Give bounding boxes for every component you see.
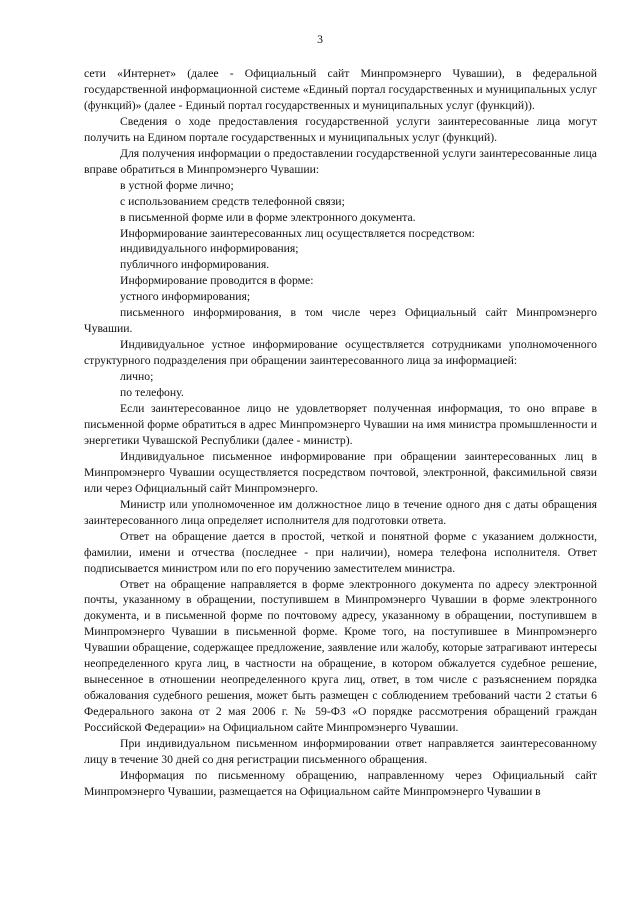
paragraph: Информирование проводится в форме: [120,274,314,288]
list-item: индивидуального информирования; [120,242,299,256]
paragraph: Информация по письменному обращению, направленному через Официальный сайт Минпромэнерго Чувашии, размещается на Официальном сайте Минпромэнерго Чувашии в [84,768,597,798]
paragraph: При индивидуальном письменном информировании ответ направляется заинтересованному лицу в течение 30 дней со дня регистрации письменного обращения. [84,737,597,766]
list-item: публичного информирования. [120,258,270,272]
list-item: устного информирования; [120,290,251,304]
paragraph: Информирование заинтересованных лиц осуществляется посредством: [120,226,475,240]
paragraph: Сведения о ходе предоставления государственной услуги заинтересованные лица могут получить на Едином портале государственных и муниципальных услуг (функций). [84,114,597,144]
list-item: по телефону. [120,386,184,400]
paragraph: Для получения информации о предоставлении государственной услуги заинтересованные лица вправе обратиться в Минпромэнерго Чувашии: [84,146,597,176]
list-item: в письменной форме или в форме электронного документа. [120,210,416,224]
paragraph: сети «Интернет» (далее - Официальный сайт Минпромэнерго Чувашии), в федеральной государственной информационной системе «Единый портал государственных и муниципальных услуг (функций)» (далее - Единый портал государственных и муниципальных услуг (функций)). [84,67,597,112]
paragraph: Индивидуальное устное информирование осуществляется сотрудниками уполномоченного структурного подразделения при обращении заинтересованного лица за информацией: [84,338,597,368]
paragraph: Если заинтересованное лицо не удовлетворяет полученная информация, то оно вправе в письменной форме обратиться в адрес Минпромэнерго Чувашии на имя министра промышленности и энергетики Чувашской Республики (далее - министр). [84,402,597,447]
page-number: 3 [317,33,323,46]
paragraph: Ответ на обращение дается в простой, четкой и понятной форме с указанием должности, фамилии, имени и отчества (последнее - при наличии), номера телефона исполнителя. Ответ подписывается министром или по его поручению заместителем министра. [84,529,597,575]
paragraph: Министр или уполномоченное им должностное лицо в течение одного дня с даты обращения заинтересованного лица определяет исполнителя для подготовки ответа. [84,497,597,527]
list-item: лично; [120,370,154,384]
list-item: письменного информирования, в том числе через Официальный сайт Минпромэнерго Чувашии. [84,306,597,336]
paragraph: Индивидуальное письменное информирование при обращении заинтересованных лиц в Минпромэнерго Чувашии осуществляется посредством почтовой, электронной, факсимильной связи или через Официальный сайт Минпромэнерго. [84,449,597,495]
paragraph: Ответ на обращение направляется в форме электронного документа по адресу электронной почты, указанному в обращении, поступившем в Минпромэнерго Чувашии в форме электронного документа, и в письменной форме по почтовому адресу, указанному в обращении, поступившем в Минпромэнерго Чувашии в письменной форме. Кроме того, на поступившее в Минпромэнерго Чувашии обращение, содержащее предложение, заявление или жалобу, которые затрагивают интересы неопределенного круга лиц, в частности на обращение, в котором обжалуется судебное решение, вынесенное в отношении неопределенного круга лиц, ответ, в том числе с разъяснением порядка обжалования судебного решения, может быть размещен с соблюдением требований части 2 статьи 6 Федерального закона от 2 мая 2006 г. № 59-ФЗ «О порядке рассмотрения обращений граждан Российской Федерации» на Официальном сайте Минпромэнерго Чувашии. [84,577,597,735]
list-item: с использованием средств телефонной связи; [120,194,345,208]
document-body [84,66,597,800]
list-item: в устной форме лично; [120,178,234,192]
